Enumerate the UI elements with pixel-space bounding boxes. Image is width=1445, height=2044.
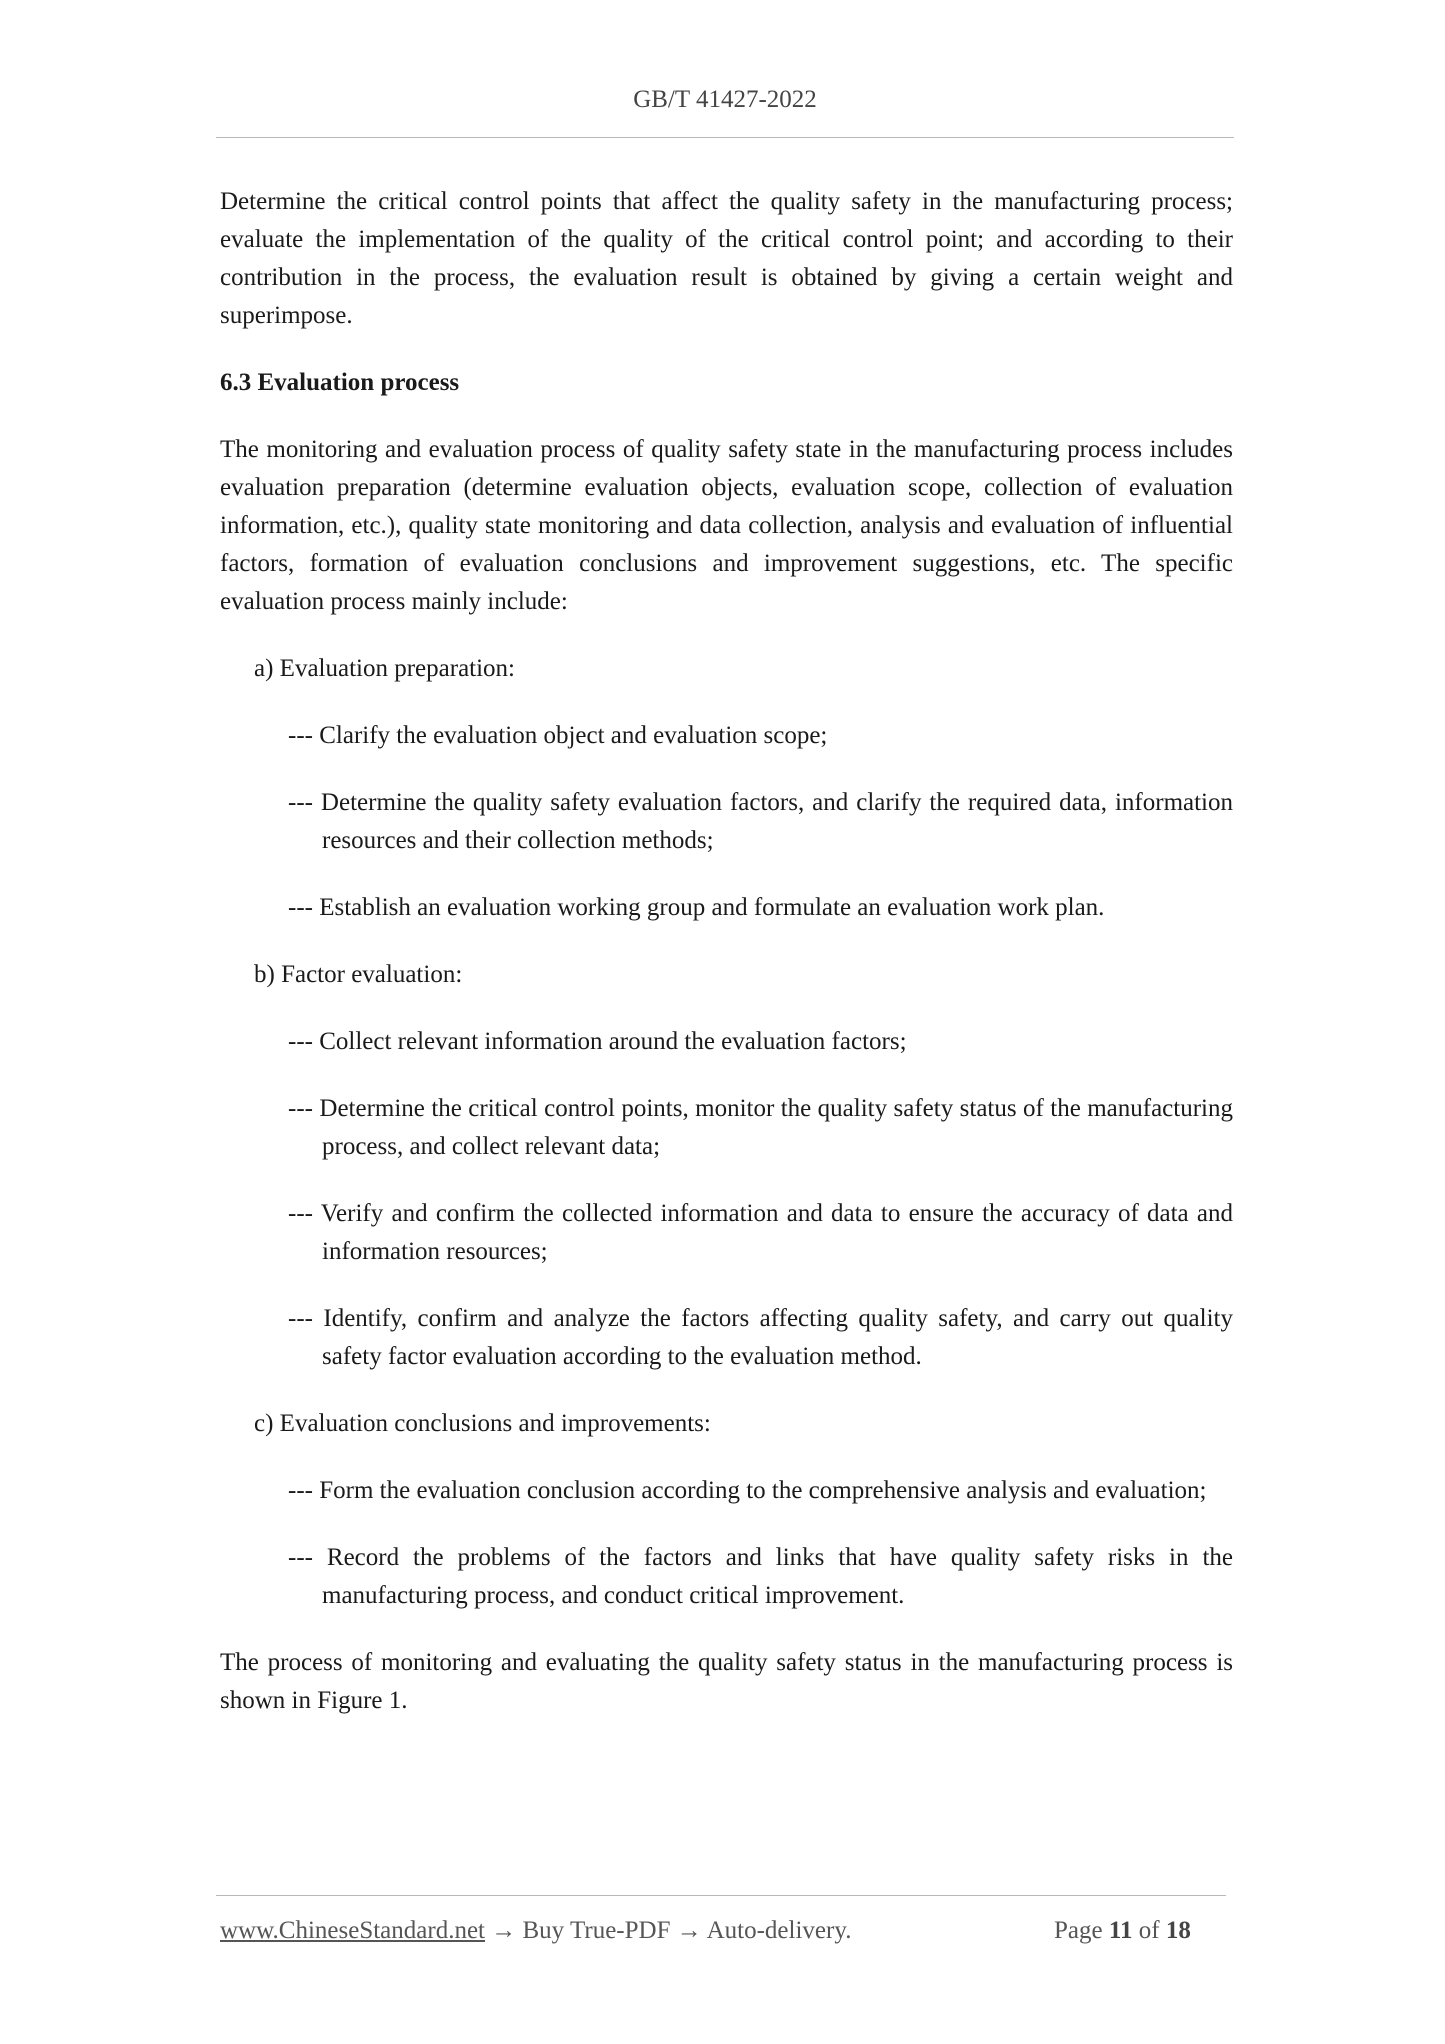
list-item-a: a) Evaluation preparation:: [254, 655, 515, 682]
delivery-text: Auto-delivery.: [706, 1917, 852, 1944]
footer-promo: [220, 1917, 851, 1945]
list-subitem: --- Verify and confirm the collected information and data to ensure the accuracy of data and information resources;: [288, 1200, 1233, 1265]
arrow-right-icon: →: [676, 1917, 702, 1944]
page-body: [220, 183, 1233, 1749]
page-label: Page: [1054, 1917, 1103, 1944]
list-subitem: --- Determine the quality safety evaluation factors, and clarify the required data, information resources and their collection methods;: [288, 789, 1233, 854]
arrow-right-icon: →: [491, 1917, 517, 1944]
intro-paragraph: Determine the critical control points that affect the quality safety in the manufacturing process; evaluate the implementation of the quality of the critical control point; and according to their contribution in the process, the evaluation result is obtained by giving a certain weight and superimpose.: [220, 188, 1233, 329]
list-item-b: b) Factor evaluation:: [254, 961, 463, 988]
total-pages: 18: [1165, 1917, 1191, 1944]
list-subitem: --- Collect relevant information around the evaluation factors;: [288, 1028, 907, 1055]
list-subitem: --- Clarify the evaluation object and evaluation scope;: [288, 722, 828, 749]
list-subitem: --- Record the problems of the factors and links that have quality safety risks in the manufacturing process, and conduct critical improvement.: [288, 1544, 1233, 1609]
list-subitem: --- Identify, confirm and analyze the factors affecting quality safety, and carry out quality safety factor evaluation according to the evaluation method.: [288, 1305, 1233, 1370]
header-divider: [216, 137, 1234, 138]
page-number: [1054, 1917, 1191, 1945]
list-subitem: --- Determine the critical control points, monitor the quality safety status of the manufacturing process, and collect relevant data;: [288, 1095, 1233, 1160]
closing-paragraph: The process of monitoring and evaluating the quality safety status in the manufacturing process is shown in Figure 1.: [220, 1649, 1233, 1714]
list-item-c: c) Evaluation conclusions and improvements:: [254, 1410, 711, 1437]
section-paragraph: The monitoring and evaluation process of quality safety state in the manufacturing process includes evaluation preparation (determine evaluation objects, evaluation scope, collection of evaluation information, etc.), quality state monitoring and data collection, analysis and evaluation of influential factors, formation of evaluation conclusions and improvement suggestions, etc. The specific evaluation process mainly include:: [220, 436, 1233, 615]
section-heading: 6.3 Evaluation process: [220, 369, 460, 396]
current-page: 11: [1108, 1917, 1133, 1944]
footer-divider: [216, 1895, 1226, 1896]
website-link[interactable]: www.ChineseStandard.net: [220, 1917, 485, 1944]
of-label: of: [1138, 1917, 1160, 1944]
buy-text: Buy True-PDF: [522, 1917, 671, 1944]
list-subitem: --- Form the evaluation conclusion according to the comprehensive analysis and evaluation;: [288, 1477, 1207, 1504]
list-subitem: --- Establish an evaluation working group and formulate an evaluation work plan.: [288, 894, 1105, 921]
running-header: GB/T 41427-2022: [633, 86, 817, 113]
